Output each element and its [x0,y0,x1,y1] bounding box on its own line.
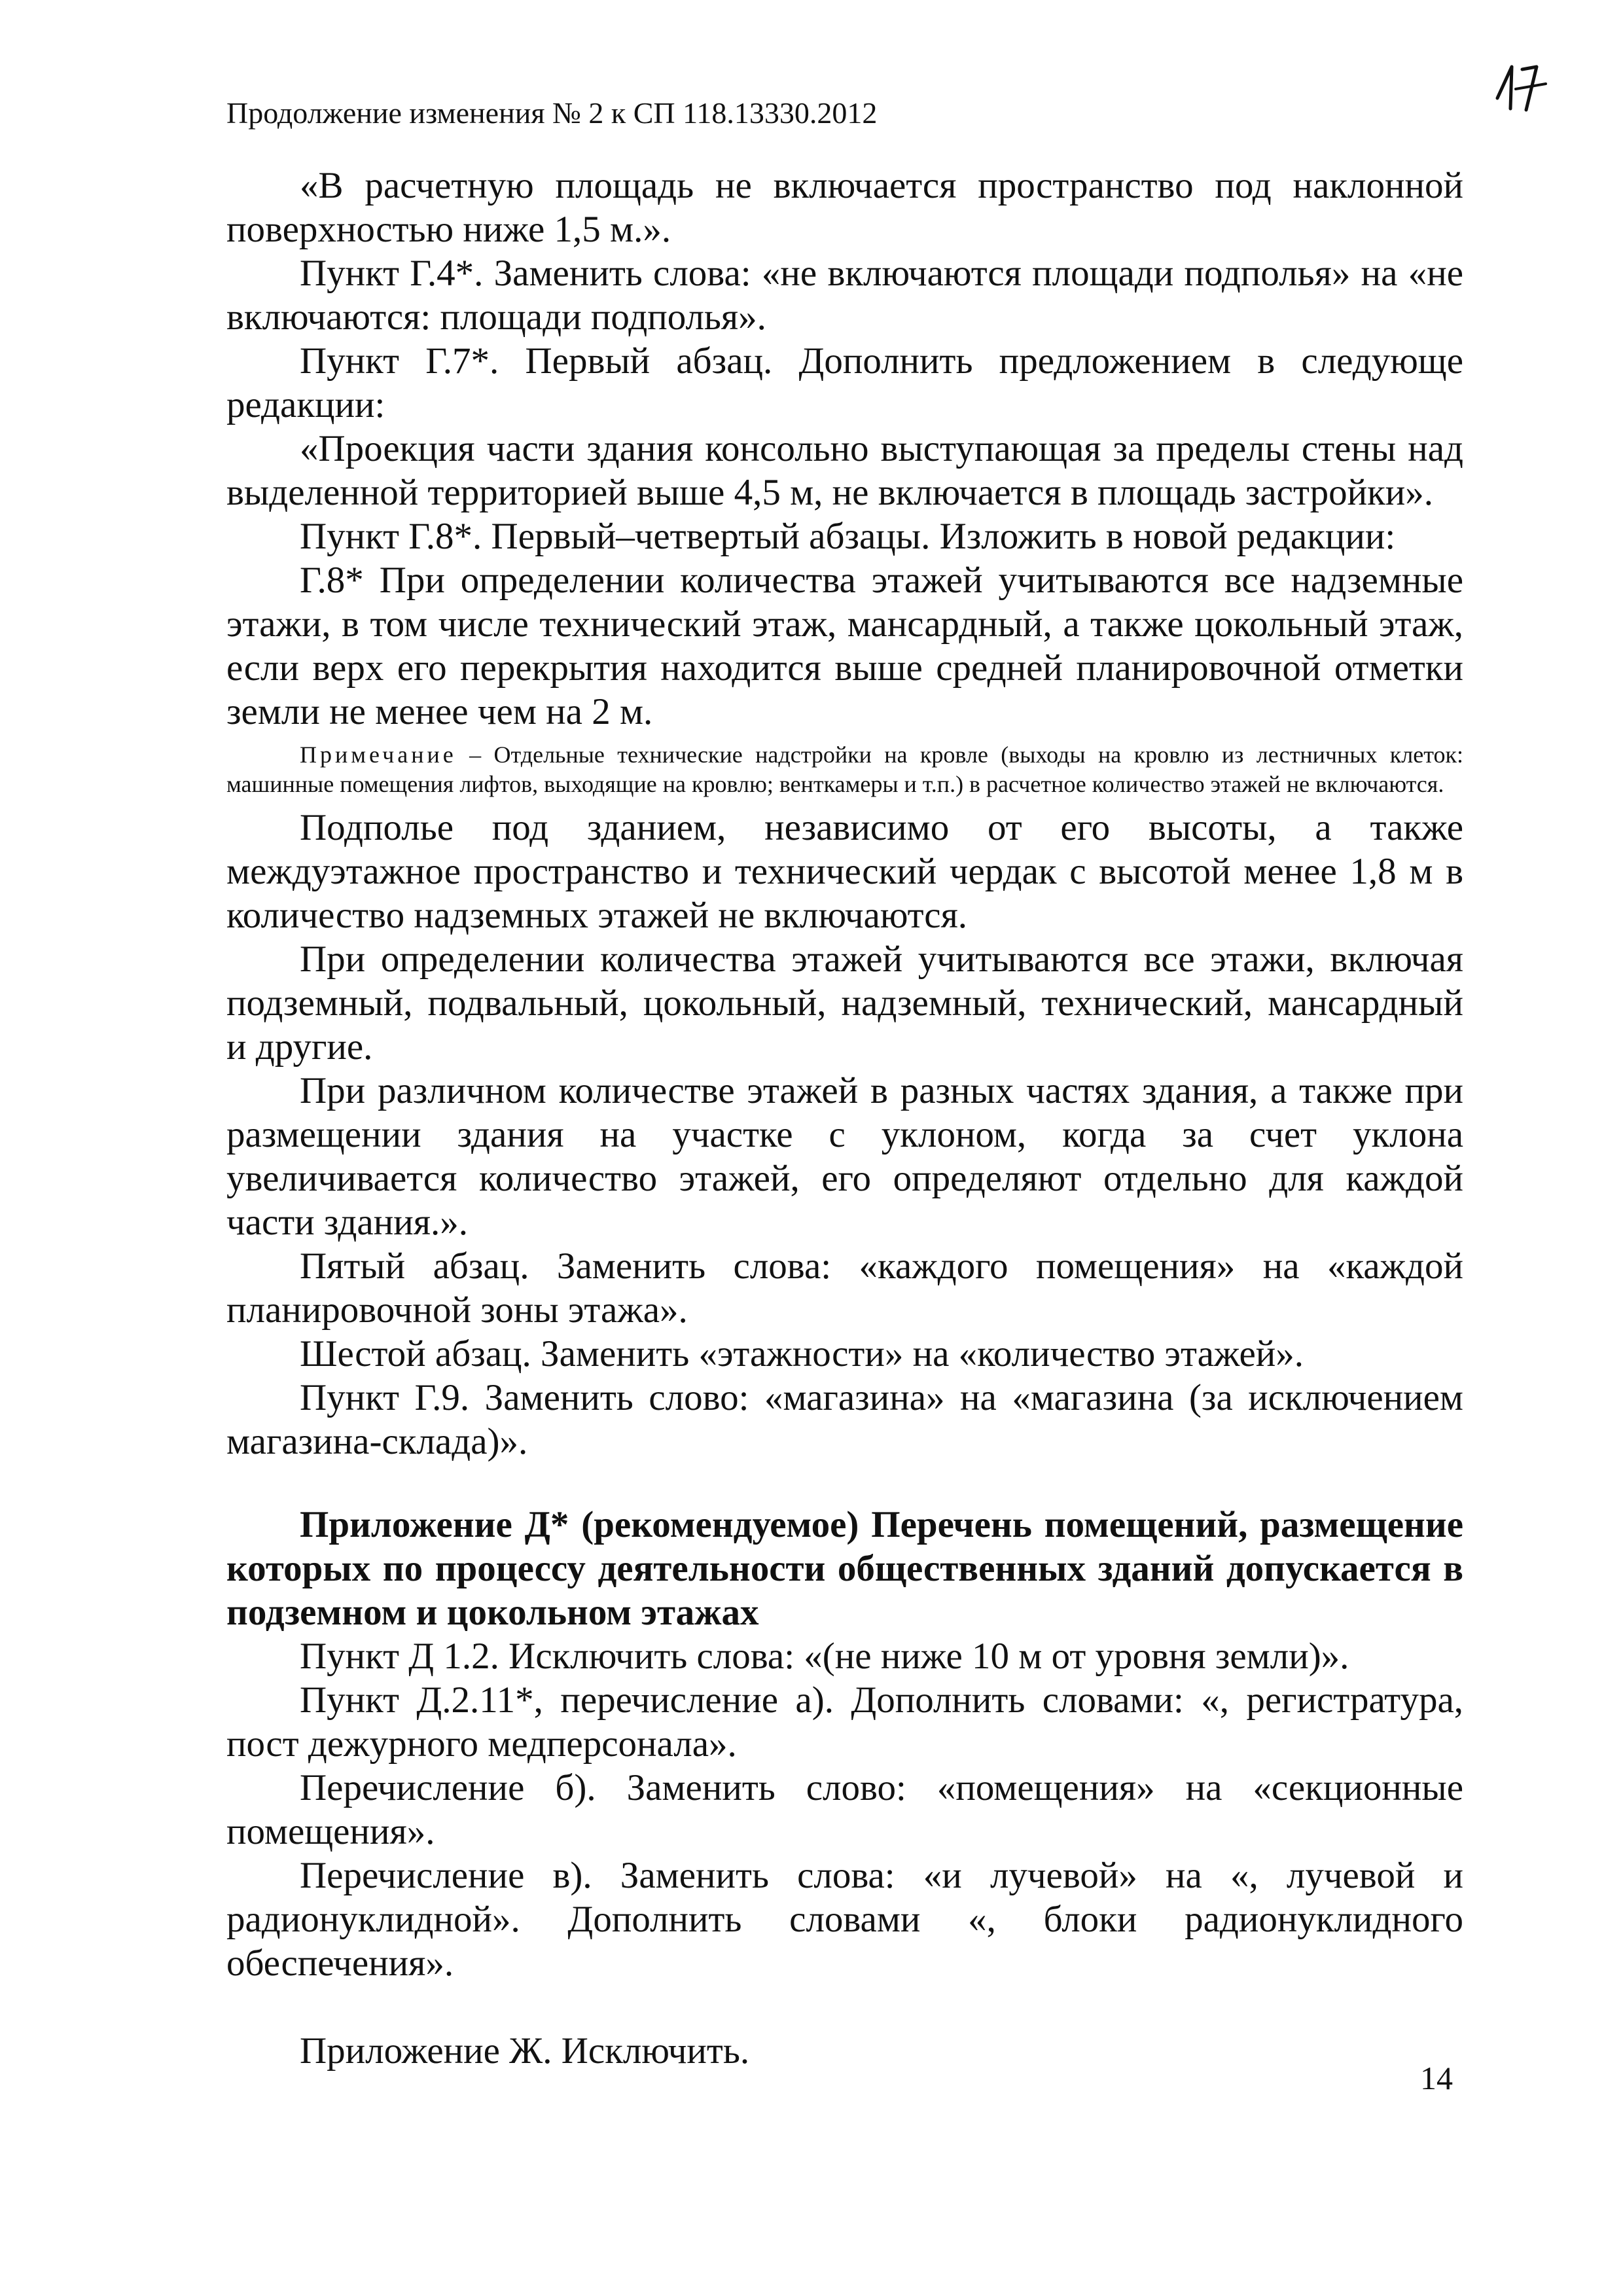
paragraph: Пункт Г.4*. Заменить слова: «не включаются площади подполья» на «не включаются: площади подполья». [226,253,1463,338]
paragraph: Пункт Д 1.2. Исключить слова: «(не ниже 10 м от уровня земли)». [300,1636,1349,1677]
paragraph: Г.8* При определении количества этажей учитываются все надземные этажи, в том числе технический этаж, мансардный, а также цокольный этаж, если верх его перекрытия находится выше средней планировочной отметки земли не менее чем на 2 м. [226,560,1463,732]
paragraph: При различном количестве этажей в разных частях здания, а также при размещении здания на участке с уклоном, когда за счет уклона увеличивается количество этажей, его определяют отдельно для каждой части здания.». [226,1070,1463,1243]
note-label: Примечание [300,742,457,768]
paragraph: «В расчетную площадь не включается пространство под наклонной поверхностью ниже 1,5 м.». [226,165,1463,250]
handwritten-page-mark [1486,58,1558,117]
paragraph: При определении количества этажей учитываются все этажи, включая подземный, подвальный, цокольный, надземный, технический, мансардный и другие. [226,939,1463,1067]
note-paragraph [226,740,1463,799]
page-number: 14 [1420,2060,1453,2096]
paragraph: Перечисление б). Заменить слово: «помещения» на «секционные помещения». [226,1767,1463,1852]
note-text: – Отдельные технические надстройки на кровле (выходы на кровлю из лестничных клеток: машинные помещения лифтов, выходящие на кровлю; венткамеры и т.п.) в расчетное количество этажей не включаются. [226,742,1463,797]
paragraph: Пятый абзац. Заменить слова: «каждого помещения» на «каждой планировочной зоны этажа». [226,1246,1463,1331]
paragraph: Пункт Д.2.11*, перечисление а). Дополнить словами: «, регистратура, пост дежурного медперсонала». [226,1679,1463,1765]
page-header: Продолжение изменения № 2 к СП 118.13330.2012 [226,96,878,130]
appendix-heading: Приложение Д* (рекомендуемое) Перечень помещений, размещение которых по процессу деятельности общественных зданий допускается в подземном и цокольном этажах [226,1504,1463,1633]
final-paragraph: Приложение Ж. Исключить. [300,2030,750,2072]
paragraph: Пункт Г.8*. Первый–четвертый абзацы. Изложить в новой редакции: [300,516,1396,557]
paragraph: Пункт Г.7*. Первый абзац. Дополнить предложением в следующе редакции: [226,340,1463,425]
paragraph: Пункт Г.9. Заменить слово: «магазина» на «магазина (за исключением магазина-склада)». [226,1377,1463,1462]
paragraph: Шестой абзац. Заменить «этажности» на «количество этажей». [300,1333,1304,1374]
document-body [226,164,1463,2073]
paragraph: «Проекция части здания консольно выступающая за пределы стены над выделенной территорией выше 4,5 м, не включается в площадь застройки». [226,428,1463,513]
paragraph: Подполье под зданием, независимо от его высоты, а также междуэтажное пространство и технический чердак с высотой менее 1,8 м в количество надземных этажей не включаются. [226,807,1463,936]
paragraph: Перечисление в). Заменить слова: «и лучевой» на «, лучевой и радионуклидной». Дополнить словами «, блоки радионуклидного обеспечения». [226,1855,1463,1984]
